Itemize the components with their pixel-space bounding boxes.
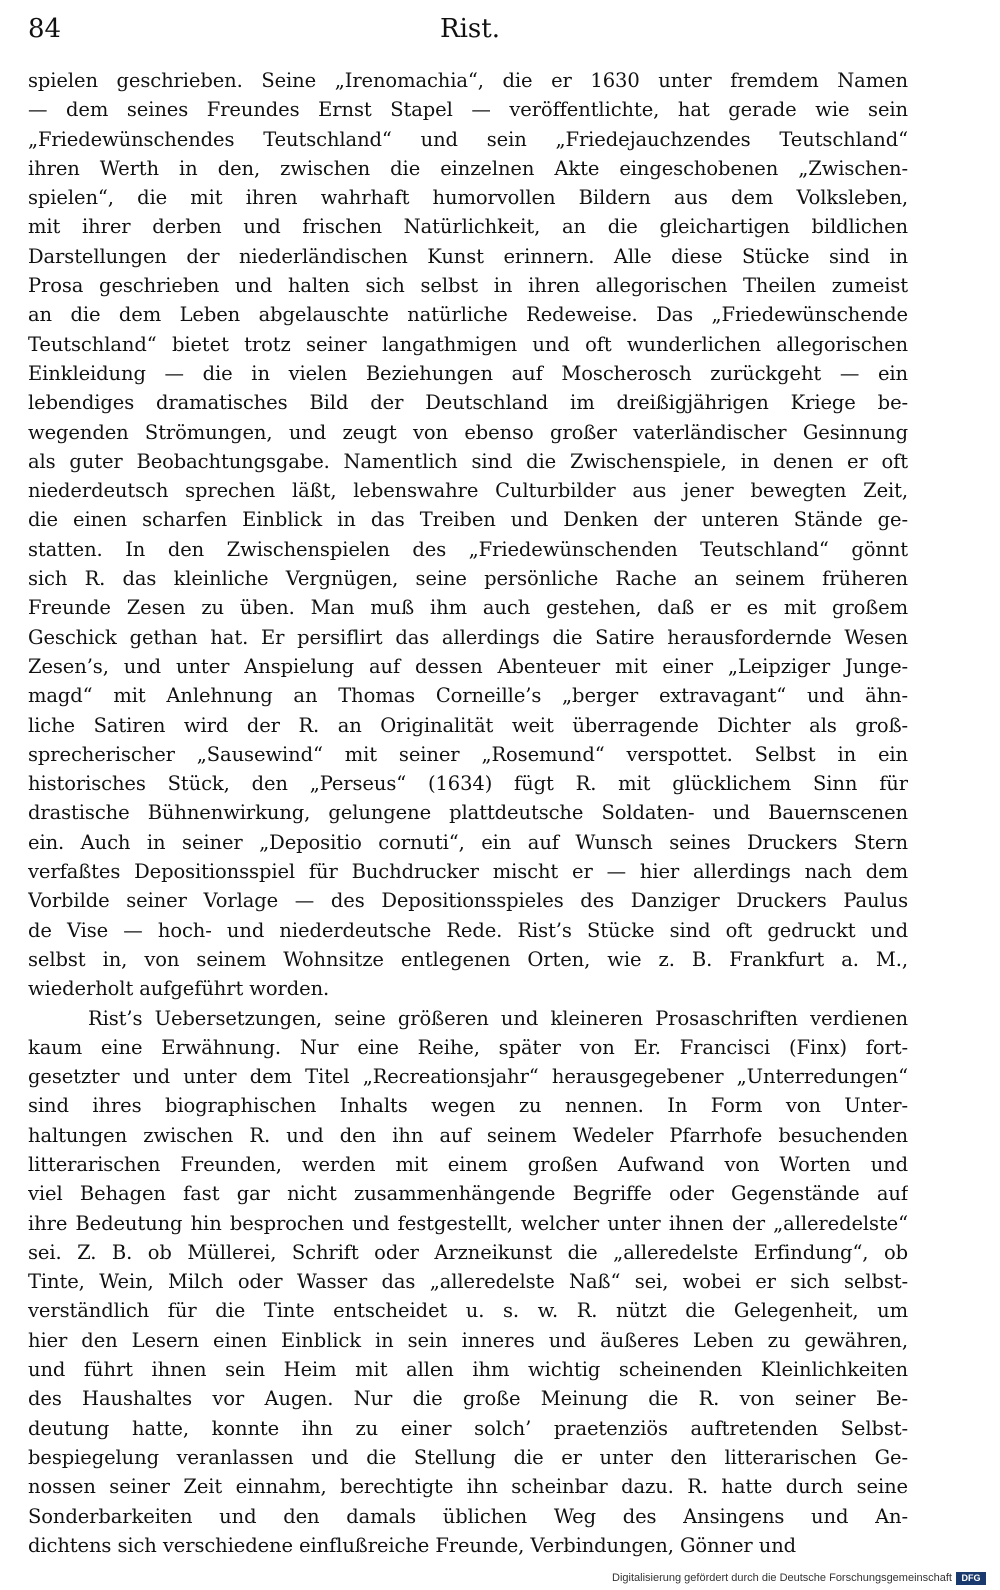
- text-line: nossen seiner Zeit einnahm, berechtigte ihn scheinbar dazu. R. hatte durch seine: [28, 1475, 908, 1499]
- text-line: Tinte, Wein, Milch oder Wasser das „alleredelste Naß“ sei, wobei er sich selbst-: [28, 1270, 908, 1294]
- text-line: des Haushaltes vor Augen. Nur die große Meinung die R. von seiner Be-: [28, 1387, 908, 1411]
- credit-text: Digitalisierung gefördert durch die Deutsche Forschungsgemeinschaft: [612, 1572, 952, 1584]
- text-line: an die dem Leben abgelauschte natürliche Redeweise. Das „Friedewünschende: [28, 303, 908, 327]
- text-line: deutung hatte, konnte ihn zu einer solch’ praetenziös auftretenden Selbst-: [28, 1416, 908, 1440]
- text-line: die einen scharfen Einblick in das Treiben und Denken der unteren Stände ge-: [28, 508, 908, 532]
- text-line: sei. Z. B. ob Müllerei, Schrift oder Arzneikunst die „alleredelste Erfindung“, ob: [28, 1240, 908, 1264]
- text-line: drastische Bühnenwirkung, gelungene plattdeutsche Soldaten- und Bauernscenen: [28, 801, 908, 825]
- text-line: liche Satiren wird der R. an Originalität weit überragende Dichter als groß-: [28, 713, 908, 737]
- text-line: viel Behagen fast gar nicht zusammenhängende Begriffe oder Gegenstände auf: [28, 1182, 908, 1206]
- text-line: sich R. das kleinliche Vergnügen, seine persönliche Rache an seinem früheren: [28, 567, 908, 591]
- text-line: und führt ihnen sein Heim mit allen ihm wichtig scheinenden Kleinlichkeiten: [28, 1358, 908, 1382]
- text-line: Prosa geschrieben und halten sich selbst in ihren allegorischen Theilen zumeist: [28, 274, 908, 298]
- text-line: haltungen zwischen R. und den ihn auf seinem Wedeler Pfarrhofe besuchenden: [28, 1123, 908, 1147]
- text-line: dichtens sich verschiedene einflußreiche Freunde, Verbindungen, Gönner und: [28, 1533, 797, 1557]
- text-line: Rist’s Uebersetzungen, seine größeren und kleineren Prosaschriften verdienen: [88, 1006, 908, 1030]
- text-line: historisches Stück, den „Perseus“ (1634) fügt R. mit glücklichem Sinn für: [28, 772, 908, 796]
- text-line: hier den Lesern einen Einblick in sein inneres und äußeres Leben zu gewähren,: [28, 1328, 908, 1352]
- text-line: Darstellungen der niederländischen Kunst erinnern. Alle diese Stücke sind in: [28, 244, 908, 268]
- text-line: sind ihres biographischen Inhalts wegen zu nennen. In Form von Unter-: [28, 1094, 908, 1118]
- dfg-logo-icon: DFG: [956, 1572, 986, 1585]
- text-line: mit ihrer derben und frischen Natürlichkeit, an die gleichartigen bildlichen: [28, 215, 908, 239]
- text-line: verständlich für die Tinte entscheidet u. s. w. R. nützt die Gelegenheit, um: [28, 1299, 908, 1323]
- page-number: 84: [28, 14, 62, 44]
- text-line: verfaßtes Depositionsspiel für Buchdrucker mischt er — hier allerdings nach dem: [28, 860, 908, 884]
- text-line: Zesen’s, und unter Anspielung auf dessen Abenteuer mit einer „Leipziger Junge-: [28, 654, 908, 678]
- text-line: sprecherischer „Sausewind“ mit seiner „Rosemund“ verspottet. Selbst in ein: [28, 742, 908, 766]
- text-line: Freunde Zesen zu üben. Man muß ihm auch gestehen, daß er es mit großem: [28, 596, 908, 620]
- body-text: [28, 66, 908, 1560]
- page-header: [28, 10, 912, 50]
- running-head: Rist.: [440, 14, 500, 44]
- text-line: — dem seines Freundes Ernst Stapel — veröffentlichte, hat gerade wie sein: [28, 98, 908, 122]
- text-line: statten. In den Zwischenspielen des „Friedewünschenden Teutschland“ gönnt: [28, 537, 908, 561]
- text-line: ihre Bedeutung hin besprochen und festgestellt, welcher unter ihnen der „alleredelste“: [28, 1211, 908, 1235]
- text-line: Sonderbarkeiten und den damals üblichen Weg des Ansingens und An-: [28, 1504, 908, 1528]
- text-line: Vorbilde seiner Vorlage — des Depositionsspieles des Danziger Druckers Paulus: [28, 889, 908, 913]
- text-line: „Friedewünschendes Teutschland“ und sein „Friedejauchzendes Teutschland“: [28, 127, 908, 151]
- text-line: lebendiges dramatisches Bild der Deutschland im dreißigjährigen Kriege be-: [28, 391, 908, 415]
- text-line: wiederholt aufgeführt worden.: [28, 977, 330, 1001]
- text-line: Geschick gethan hat. Er persiflirt das allerdings die Satire herausfordernde Wesen: [28, 625, 908, 649]
- text-line: ihren Werth in den, zwischen die einzelnen Akte eingeschobenen „Zwischen-: [28, 156, 908, 180]
- text-line: litterarischen Freunden, werden mit einem großen Aufwand von Worten und: [28, 1152, 908, 1176]
- text-line: kaum eine Erwähnung. Nur eine Reihe, später von Er. Francisci (Finx) fort-: [28, 1035, 908, 1059]
- paragraph: [28, 1004, 908, 1561]
- text-line: de Vise — hoch- und niederdeutsche Rede. Rist’s Stücke sind oft gedruckt und: [28, 918, 908, 942]
- text-line: bespiegelung veranlassen und die Stellung die er unter den litterarischen Ge-: [28, 1445, 908, 1469]
- text-line: spielen“, die mit ihren wahrhaft humorvollen Bildern aus dem Volksleben,: [28, 186, 908, 210]
- text-line: selbst in, von seinem Wohnsitze entlegenen Orten, wie z. B. Frankfurt a. M.,: [28, 947, 908, 971]
- text-line: magd“ mit Anlehnung an Thomas Corneille’s „berger extravagant“ und ähn-: [28, 684, 908, 708]
- text-line: wegenden Strömungen, und zeugt von ebenso großer vaterländischer Gesinnung: [28, 420, 908, 444]
- digitization-credit: [612, 1570, 986, 1586]
- text-line: spielen geschrieben. Seine „Irenomachia“, die er 1630 unter fremdem Namen: [28, 69, 908, 92]
- text-line: ein. Auch in seiner „Depositio cornuti“, ein auf Wunsch seines Druckers Stern: [28, 830, 908, 854]
- text-line: als guter Beobachtungsgabe. Namentlich sind die Zwischenspiele, in denen er oft: [28, 449, 908, 473]
- text-line: Einkleidung — die in vielen Beziehungen auf Moscherosch zurückgeht — ein: [28, 361, 908, 385]
- paragraph: [28, 66, 908, 1004]
- text-line: Teutschland“ bietet trotz seiner langathmigen und oft wunderlichen allegorischen: [28, 332, 908, 356]
- text-line: niederdeutsch sprechen läßt, lebenswahre Culturbilder aus jener bewegten Zeit,: [28, 479, 908, 503]
- text-line: gesetzter und unter dem Titel „Recreationsjahr“ herausgegebener „Unterredungen“: [28, 1065, 908, 1089]
